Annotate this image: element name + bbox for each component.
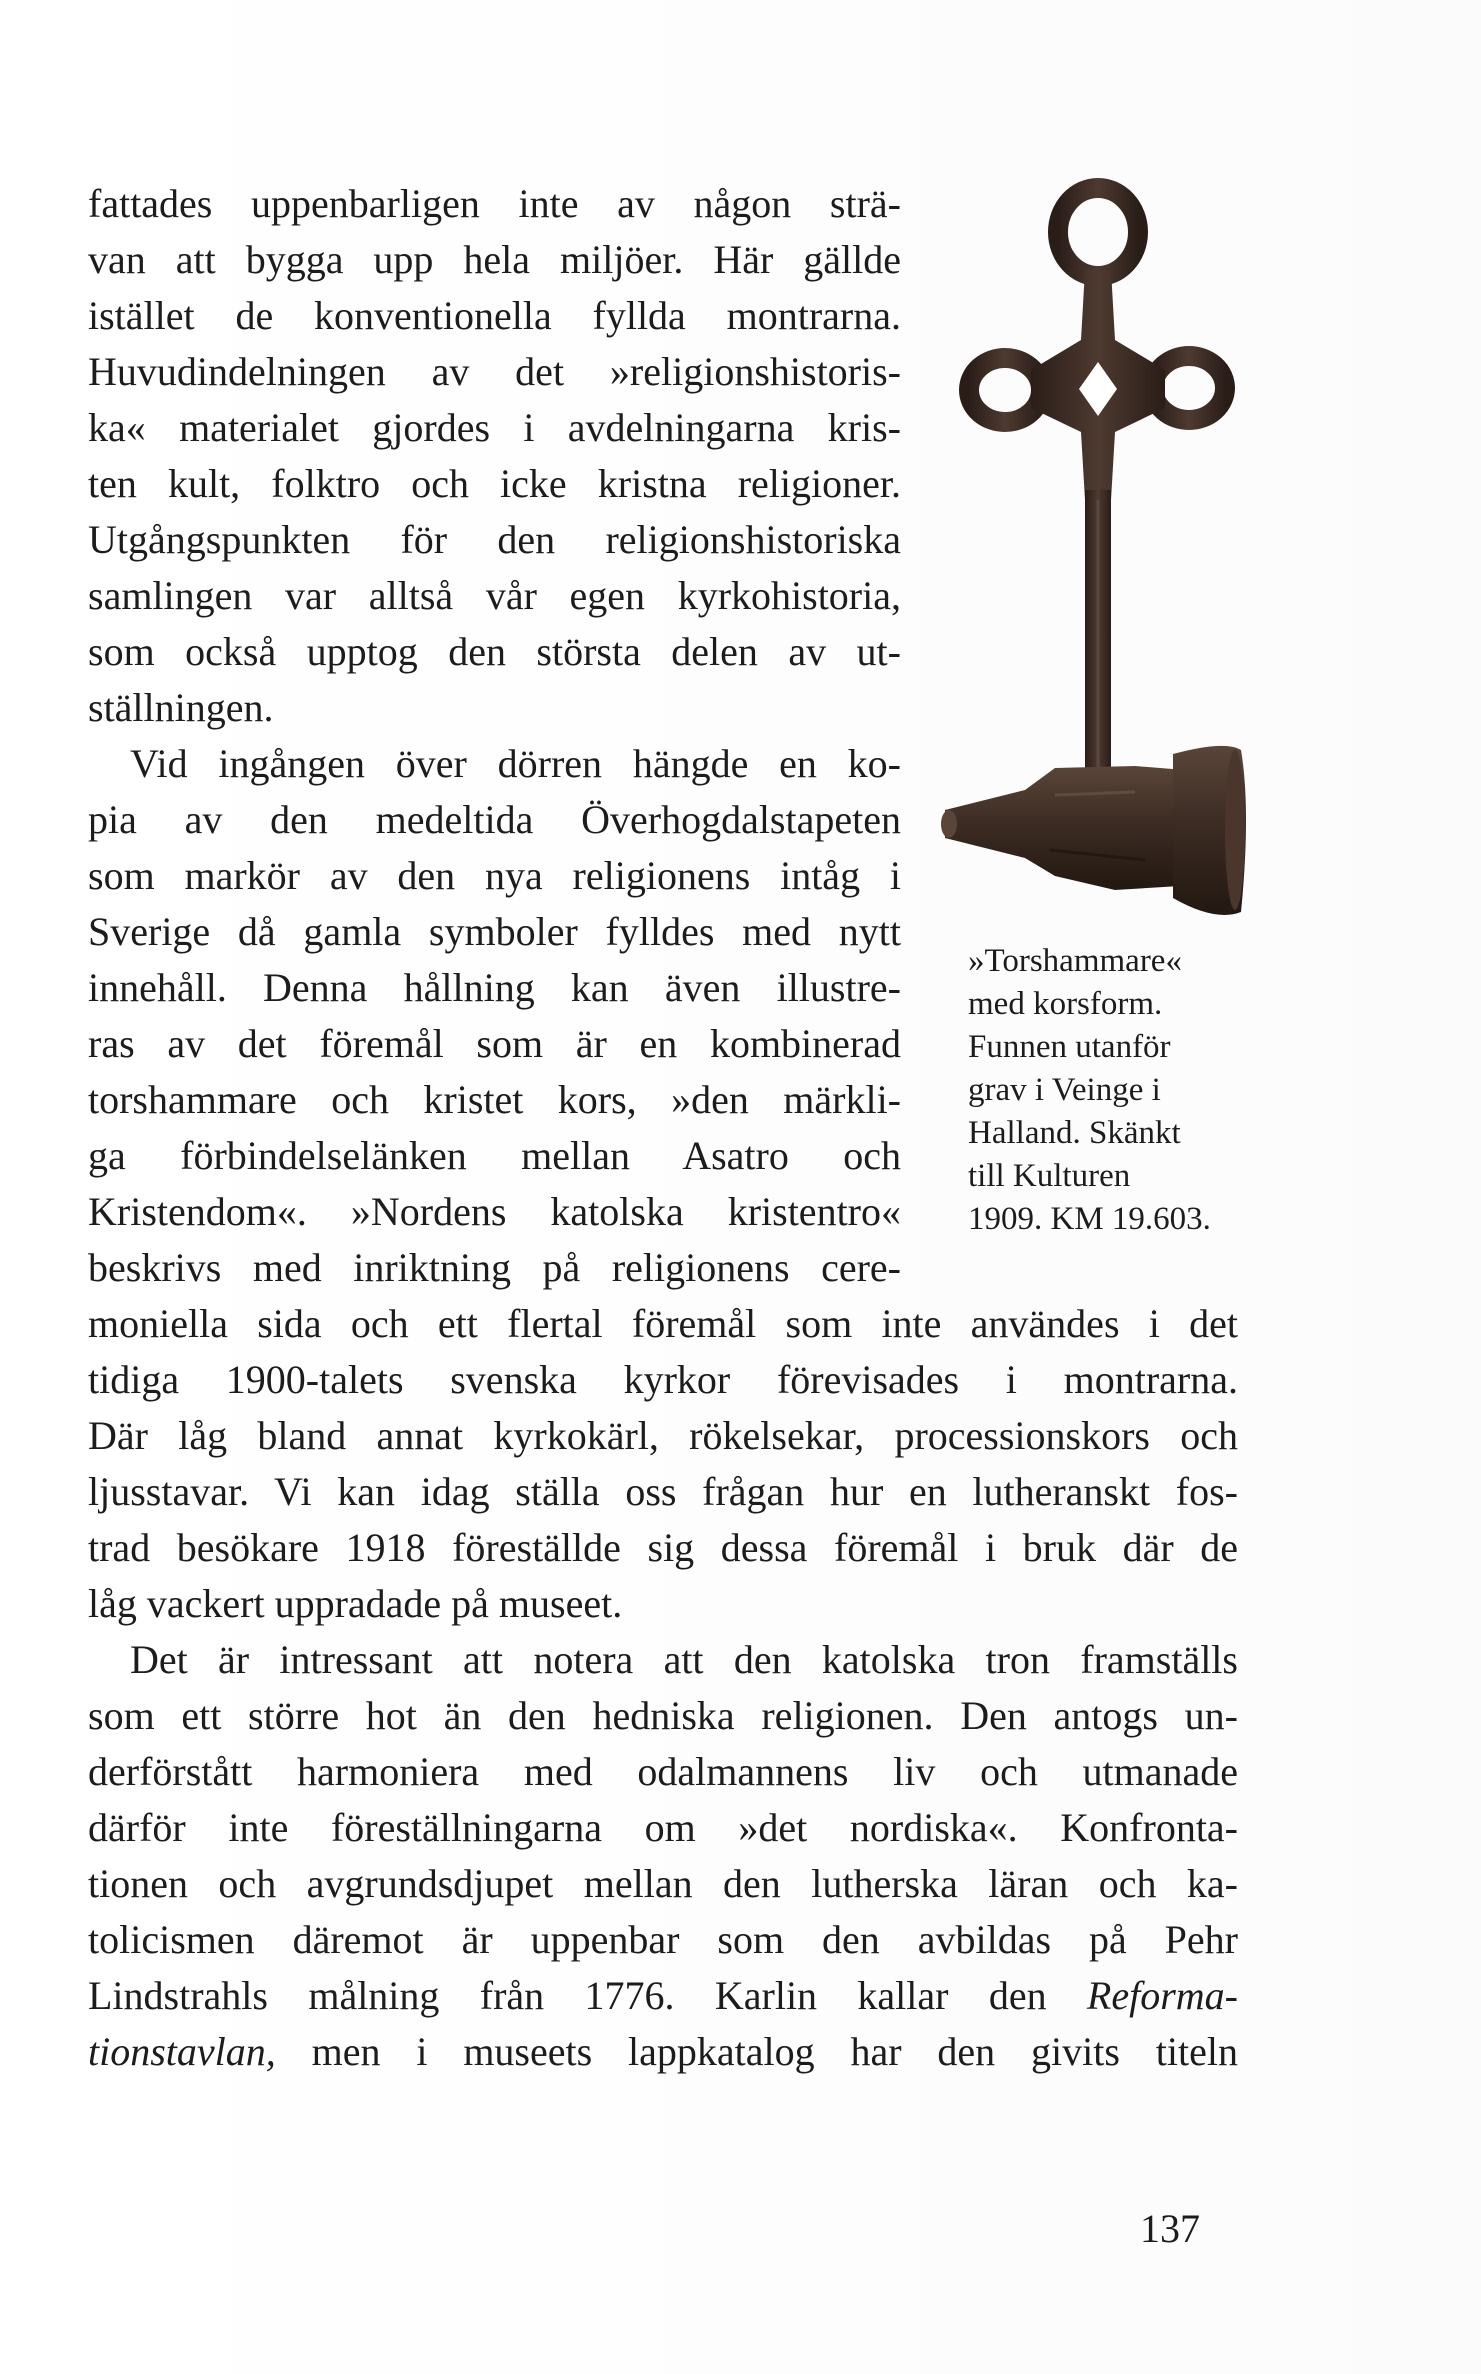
text-line: tionen och avgrundsdjupet mellan den lutherska läran och ka- [88, 1861, 1238, 1906]
text-line: Kristendom«. »Nordens katolska kristentro« [88, 1189, 901, 1234]
text-line: Det är intressant att notera att den katolska tron framställs [130, 1637, 1238, 1682]
text-line: ga förbindelselänken mellan Asatro och [88, 1133, 901, 1178]
text-line: beskrivs med inriktning på religionens cere- [88, 1245, 901, 1290]
text-line: som markör av den nya religionens intåg i [88, 853, 901, 898]
text-line: ställningen. [88, 685, 274, 730]
text-line: pia av den medeltida Överhogdalstapeten [88, 797, 901, 842]
italic-title: Reforma- [1086, 1973, 1238, 2018]
text-line: ljusstavar. Vi kan idag ställa oss frågan hur en lutheranskt fos- [88, 1469, 1238, 1514]
text-line: Vid ingången över dörren hängde en ko- [130, 741, 901, 786]
torshammare-figure [935, 170, 1255, 930]
text-line: Utgångspunkten för den religionshistoriska [88, 517, 901, 562]
text-line: låg vackert uppradade på museet. [88, 1581, 623, 1626]
text-line: moniella sida och ett flertal föremål som inte användes i det [88, 1301, 1238, 1346]
text-line: Där låg bland annat kyrkokärl, rökelsekar, processionskors och [88, 1413, 1238, 1458]
iron-cross-hammer-icon [935, 170, 1255, 930]
text-segment: men i museets lappkatalog har den givits titeln [275, 2029, 1238, 2074]
text-line: istället de konventionella fyllda montrarna. [88, 293, 901, 338]
text-line: som också upptog den största delen av ut- [88, 629, 901, 674]
text-line: samlingen var alltså vår egen kyrkohistoria, [88, 573, 901, 618]
text-line: Huvudindelningen av det »religionshistoris- [88, 349, 901, 394]
text-line: trad besökare 1918 föreställde sig dessa föremål i bruk där de [88, 1525, 1238, 1570]
text-line: van att bygga upp hela miljöer. Här gällde [88, 237, 901, 282]
text-line: Sverige då gamla symboler fylldes med nytt [88, 909, 901, 954]
page-number: 137 [1140, 2206, 1200, 2251]
text-line: tidiga 1900-talets svenska kyrkor förevisades i montrarna. [88, 1357, 1238, 1402]
text-line: ka« materialet gjordes i avdelningarna kris- [88, 405, 901, 450]
text-segment: Lindstrahls målning från 1776. Karlin kallar den [88, 1973, 1087, 2018]
text-line: innehåll. Denna hållning kan även illustre- [88, 965, 901, 1010]
text-line: ten kult, folktro och icke kristna religioner. [88, 461, 901, 506]
caption-line: Funnen utanför [968, 1029, 1171, 1065]
caption-line: med korsform. [968, 986, 1163, 1022]
caption-line: 1909. KM 19.603. [968, 1201, 1211, 1237]
text-line-with-italic [88, 1968, 1238, 2024]
text-line: därför inte föreställningarna om »det nordiska«. Konfronta- [88, 1805, 1238, 1850]
caption-line: »Torshammare« [968, 943, 1182, 979]
caption-line: grav i Veinge i [968, 1072, 1161, 1108]
text-line: fattades uppenbarligen inte av någon strä- [88, 181, 901, 226]
text-line: ras av det föremål som är en kombinerad [88, 1021, 901, 1066]
italic-title: tionstavlan, [88, 2029, 276, 2074]
caption-line: Halland. Skänkt [968, 1115, 1181, 1151]
text-line: som ett större hot än den hedniska religionen. Den antogs un- [88, 1693, 1238, 1738]
text-line: torshammare och kristet kors, »den märkli- [88, 1077, 901, 1122]
text-line-with-italic [88, 2024, 1238, 2080]
text-line: tolicismen däremot är uppenbar som den avbildas på Pehr [88, 1917, 1238, 1962]
text-line: derförstått harmoniera med odalmannens liv och utmanade [88, 1749, 1238, 1794]
caption-line: till Kulturen [968, 1158, 1131, 1194]
figure-caption [968, 940, 1248, 1241]
